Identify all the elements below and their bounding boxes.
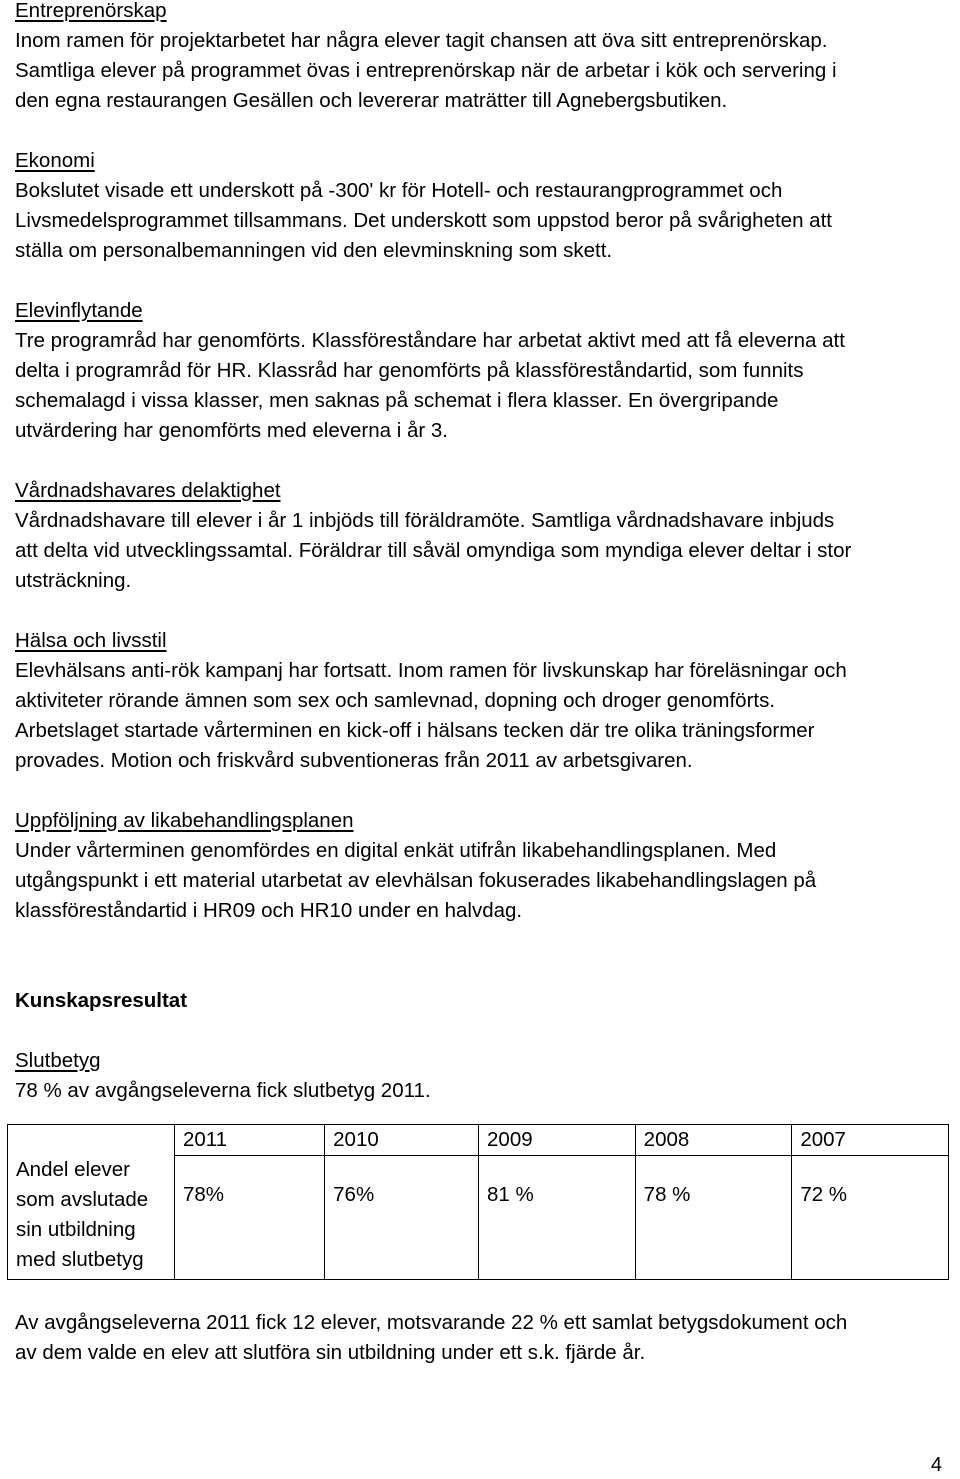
- year-cell: 2010: [325, 1125, 479, 1156]
- table-row: [8, 1125, 949, 1156]
- section-slutbetyg: [15, 1046, 950, 1106]
- year-cell: 2007: [792, 1125, 949, 1156]
- value-cell: 78 %: [635, 1156, 792, 1280]
- paragraph-line: Tre programråd har genomförts. Klassföreståndare har arbetat aktivt med att få eleverna att: [15, 329, 845, 352]
- section-halsa: [15, 626, 950, 776]
- paragraph-line: Arbetslaget startade vårterminen en kick-off i hälsans tecken där tre olika träningsformer: [15, 719, 815, 742]
- section-ekonomi: [15, 146, 950, 266]
- year-cell: 2011: [175, 1125, 325, 1156]
- results-table: [7, 1124, 949, 1280]
- section-heading: Ekonomi: [15, 149, 95, 172]
- section-heading: Vårdnadshavares delaktighet: [15, 479, 281, 502]
- year-cell: 2008: [635, 1125, 792, 1156]
- paragraph-line: att delta vid utvecklingssamtal. Föräldrar till såväl omyndiga som myndiga elever deltar i stor: [15, 539, 852, 562]
- paragraph-line: utsträckning.: [15, 569, 132, 592]
- paragraph-line: schemalagd i vissa klasser, men saknas på schemat i flera klasser. En övergripande: [15, 389, 779, 412]
- year-cell: 2009: [479, 1125, 636, 1156]
- paragraph-line: utgångspunkt i ett material utarbetat av elevhälsan fokuserades likabehandlingslagen på: [15, 869, 817, 892]
- paragraph-line: Elevhälsans anti-rök kampanj har fortsatt. Inom ramen för livskunskap har föreläsningar och: [15, 659, 847, 682]
- section-entreprenorskap: [15, 0, 950, 116]
- section-vardnadshavare: [15, 476, 950, 596]
- section-heading: Entreprenörskap: [15, 0, 167, 22]
- paragraph-line: den egna restaurangen Gesällen och levererar maträtter till Agnebergsbutiken.: [15, 89, 728, 112]
- value-cell: 78%: [175, 1156, 325, 1280]
- paragraph-line: Under vårterminen genomfördes en digital enkät utifrån likabehandlingsplanen. Med: [15, 839, 777, 862]
- section-elevinflytande: [15, 296, 950, 446]
- results-summary: [15, 1308, 950, 1368]
- section-heading: Elevinflytande: [15, 299, 143, 322]
- results-title: Kunskapsresultat: [15, 989, 188, 1012]
- paragraph-line: ställa om personalbemanningen vid den elevminskning som skett.: [15, 239, 613, 262]
- paragraph-line: provades. Motion och friskvård subventioneras från 2011 av arbetsgivaren.: [15, 749, 693, 772]
- value-cell: 76%: [325, 1156, 479, 1280]
- spacer: [15, 956, 950, 986]
- paragraph-line: Vårdnadshavare till elever i år 1 inbjöds till föräldramöte. Samtliga vårdnadshavare inbjuds: [15, 509, 835, 532]
- section-heading: Hälsa och livsstil: [15, 629, 167, 652]
- page-number: 4: [930, 1454, 942, 1476]
- paragraph-line: Samtliga elever på programmet övas i entreprenörskap när de arbetar i kök och servering i: [15, 59, 837, 82]
- row-label-line: Andel elever: [16, 1158, 130, 1181]
- section-kunskapsresultat: [15, 986, 950, 1016]
- paragraph-line: aktiviteter rörande ämnen som sex och samlevnad, dopning och droger genomförts.: [15, 689, 776, 712]
- row-label-line: med slutbetyg: [16, 1248, 144, 1271]
- row-label-line: som avslutade: [16, 1188, 149, 1211]
- document-page: [15, 0, 950, 1368]
- paragraph-line: Bokslutet visade ett underskott på -300' kr för Hotell- och restaurangprogrammet och: [15, 179, 783, 202]
- paragraph-line: av dem valde en elev att slutföra sin utbildning under ett s.k. fjärde år.: [15, 1341, 646, 1364]
- paragraph-line: delta i programråd för HR. Klassråd har genomförts på klassföreståndartid, som funnits: [15, 359, 804, 382]
- paragraph-line: Livsmedelsprogrammet tillsammans. Det underskott som uppstod beror på svårigheten att: [15, 209, 832, 232]
- paragraph-line: Av avgångseleverna 2011 fick 12 elever, motsvarande 22 % ett samlat betygsdokument och: [15, 1311, 848, 1334]
- row-label-cell: [8, 1125, 175, 1280]
- value-cell: 81 %: [479, 1156, 636, 1280]
- section-likabehandling: [15, 806, 950, 926]
- section-heading: Uppföljning av likabehandlingsplanen: [15, 809, 354, 832]
- paragraph-line: klassföreståndartid i HR09 och HR10 under en halvdag.: [15, 899, 523, 922]
- section-heading: Slutbetyg: [15, 1049, 101, 1072]
- results-intro: 78 % av avgångseleverna fick slutbetyg 2011.: [15, 1079, 431, 1102]
- paragraph-line: Inom ramen för projektarbetet har några elever tagit chansen att öva sitt entreprenörskap.: [15, 29, 828, 52]
- value-cell: 72 %: [792, 1156, 949, 1280]
- row-label-line: sin utbildning: [16, 1218, 136, 1241]
- paragraph-line: utvärdering har genomförts med eleverna i år 3.: [15, 419, 449, 442]
